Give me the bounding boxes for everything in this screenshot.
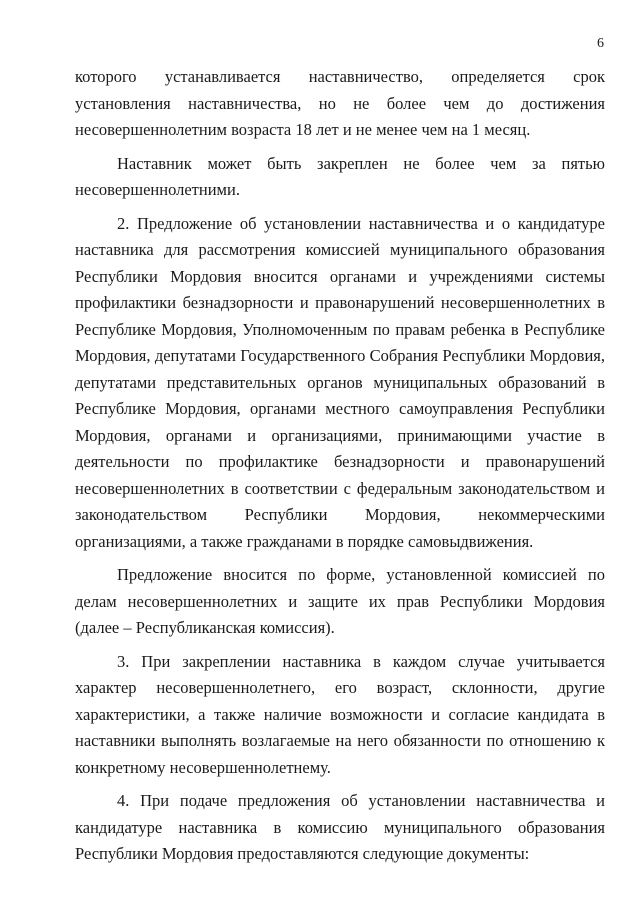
paragraph-item-4: 4. При подаче предложения об установлении наставничества и кандидатуре наставника в комиссию муниципального образования Республики Мордовия предоставляются следующие документы: bbox=[75, 791, 605, 863]
paragraph-item-2: 2. Предложение об установлении наставничества и о кандидатуре наставника для рассмотрения комиссией муниципального образования Республики Мордовия вносится органами и учреждениями системы профилактики безнадзорности и правонарушений несовершеннолетних в Республике Мордовия, Уполномоченным по правам ребенка в Республике Мордовия, депутатами Государственного Собрания Республики Мордовия, депутатами представительных органов муниципальных образований в Республике Мордовия, органами местного самоуправления Республики Мордовия, органами и организациями, принимающими участие в деятельности по профилактике безнадзорности и правонарушений несовершеннолетних в соответствии с федеральным законодательством и законодательством Республики Мордовия, некоммерческими организациями, а также гражданами в порядке самовыдвижения. bbox=[75, 213, 605, 551]
paragraph-continuation: которого устанавливается наставничество, определяется срок установления наставничества, но не более чем до достижения несовершеннолетним возраста 18 лет и не менее чем на 1 месяц. bbox=[75, 67, 605, 139]
page-number: 6 bbox=[597, 36, 604, 51]
document-body bbox=[75, 64, 605, 868]
paragraph-mentor-limit: Наставник может быть закреплен не более чем за пятью несовершеннолетними. bbox=[75, 153, 605, 199]
paragraph-proposal-form: Предложение вносится по форме, установленной комиссией по делам несовершеннолетних и защите их прав Республики Мордовия (далее – Республиканская комиссия). bbox=[75, 565, 605, 637]
paragraph-item-3: 3. При закреплении наставника в каждом случае учитывается характер несовершеннолетнего, его возраст, склонности, другие характеристики, а также наличие возможности и согласие кандидата в наставники выполнять возлагаемые на него обязанности по отношению к конкретному несовершеннолетнему. bbox=[75, 651, 605, 777]
